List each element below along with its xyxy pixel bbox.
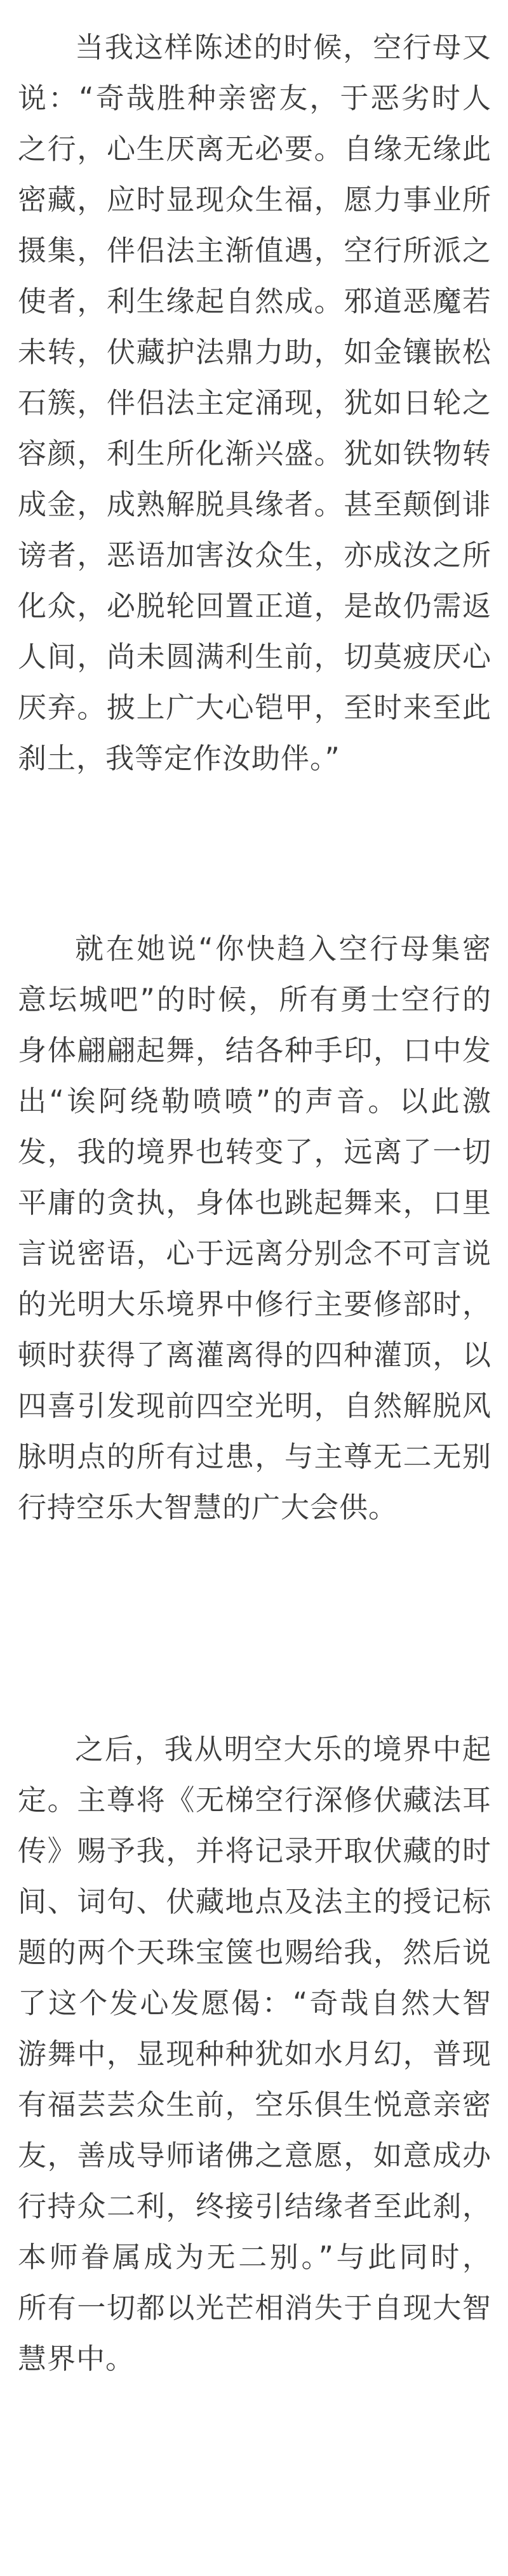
paragraph-1: 当我这样陈述的时候，空行母又说：“奇哉胜种亲密友，于恶劣时人之行，心生厌离无必要。自缘无缘此密藏，应时显现众生福，愿力事业所摄集，伴侣法主渐值遇，空行所派之使者，利生缘起自然成。邪道恶魔若未转，伏藏护法鼎力助，如金镶嵌松石簇，伴侣法主定涌现，犹如日轮之容颜，利生所化渐兴盛。犹如铁物转成金，成熟解脱具缘者。甚至颠倒诽谤者，恶语加害汝众生，亦成汝之所化众，必脱轮回置正道，是故仍需返人间，尚未圆满利生前，切莫疲厌心厌弃。披上广大心铠甲，至时来至此刹土，我等定作汝助伴。” (18, 30, 491, 775)
paragraph-3: 之后，我从明空大乐的境界中起定。主尊将《无梯空行深修伏藏法耳传》赐予我，并将记录开取伏藏的时间、词句、伏藏地点及法主的授记标题的两个天珠宝箧也赐给我，然后说了这个发心发愿偈：“奇哉自然大智游舞中，显现种种犹如水月幻，普现有福芸芸众生前，空乐俱生悦意亲密友，善成导师诸佛之意愿，如意成办行持众二利，终接引结缘者至此刹，本师眷属成为无二别。”与此同时， 所有一切都以光芒相消失于自现大智慧界中。 (18, 1732, 491, 2375)
paragraph-2: 就在她说“你快趋入空行母集密意坛城吧”的时候，所有勇士空行的身体翩翩起舞，结各种手印，口中发出“诶阿绕勒喷喷”的声音。以此激发，我的境界也转变了，远离了一切平庸的贪执，身体也跳起舞来，口里言说密语，心于远离分别念不可言说的光明大乐境界中修行主要修部时，顿时获得了离灌离得的四种灌顶，以四喜引发现前四空光明，自然解脱风脉明点的所有过患，与主尊无二无别行持空乐大智慧的广大会供。 (18, 932, 491, 1524)
